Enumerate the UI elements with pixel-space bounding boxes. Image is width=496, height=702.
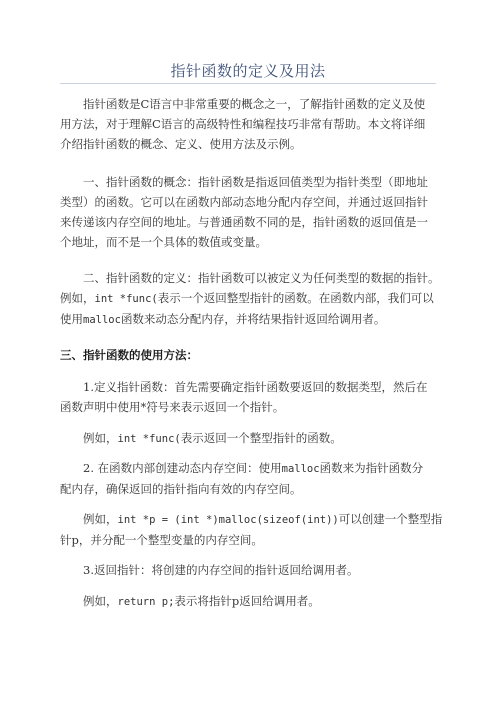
concept-paragraph xyxy=(60,172,444,252)
code-snippet: int *func( xyxy=(94,293,158,305)
code-snippet: malloc xyxy=(83,314,121,326)
step2-paragraph xyxy=(60,458,444,499)
page-title: 指针函数的定义及用法 xyxy=(170,62,326,80)
text-line: 例如，int *p = (int *)malloc(sizeof(int))可以创建一个整型指 xyxy=(83,512,443,526)
example2-paragraph xyxy=(60,509,444,550)
section-heading: 三、指针函数的使用方法： xyxy=(60,348,198,362)
text-line: 3.返回指针：将创建的内存空间的指针返回给调用者。 xyxy=(83,563,359,577)
text-line: 用方法，对于理解C语言的高级特性和编程技巧非常有帮助。本文将详细 xyxy=(60,117,426,131)
text-line: 例如，int *func(表示返回一个整型指针的函数。 xyxy=(83,431,342,445)
text-line: 个地址，而不是一个具体的数值或变量。 xyxy=(60,235,267,249)
example1-paragraph xyxy=(60,428,444,449)
text-line: 例如，return p;表示将指针p返回给调用者。 xyxy=(83,594,320,608)
code-snippet: int *p = (int *)malloc(sizeof(int)) xyxy=(117,514,339,526)
text-line: 类型）的函数。它可以在函数内部动态地分配内存空间，并通过返回指针 xyxy=(60,195,428,209)
text-line: 介绍指针函数的概念、定义、使用方法及示例。 xyxy=(60,137,302,151)
code-snippet: return p; xyxy=(117,596,175,608)
example3-paragraph xyxy=(60,591,444,612)
text-line: 1.定义指针函数：首先需要确定指针函数要返回的数据类型，然后在 xyxy=(83,380,428,394)
intro-paragraph xyxy=(60,94,444,154)
text-line: 2. 在函数内部创建动态内存空间：使用malloc函数来为指针函数分 xyxy=(83,461,424,475)
text-line: 二、指针函数的定义：指针函数可以被定义为任何类型的数据的指针。 xyxy=(83,271,440,285)
text-line: 指针函数是C语言中非常重要的概念之一，了解指针函数的定义及使 xyxy=(83,97,426,111)
text-line: 函数声明中使用*符号来表示返回一个指针。 xyxy=(60,400,285,414)
step1-paragraph xyxy=(60,377,444,417)
definition-paragraph xyxy=(60,268,444,330)
code-snippet: int *func( xyxy=(117,433,181,445)
text-line: 例如，int *func(表示一个返回整型指针的函数。在函数内部，我们可以 xyxy=(60,291,434,305)
code-snippet: malloc xyxy=(281,463,320,475)
text-line: 来传递该内存空间的地址。与普通函数不同的是，指针函数的返回值是一 xyxy=(60,215,428,229)
text-line: 使用malloc函数来动态分配内存，并将结果指针返回给调用者。 xyxy=(60,312,386,326)
title-divider xyxy=(60,83,436,84)
text-line: 一、指针函数的概念：指针函数是指返回值类型为指针类型（即地址 xyxy=(83,175,428,189)
text-line: 针p，并分配一个整型变量的内存空间。 xyxy=(60,533,263,547)
text-line: 配内存，确保返回的指针指向有效的内存空间。 xyxy=(60,482,302,496)
step3-paragraph xyxy=(60,560,444,580)
